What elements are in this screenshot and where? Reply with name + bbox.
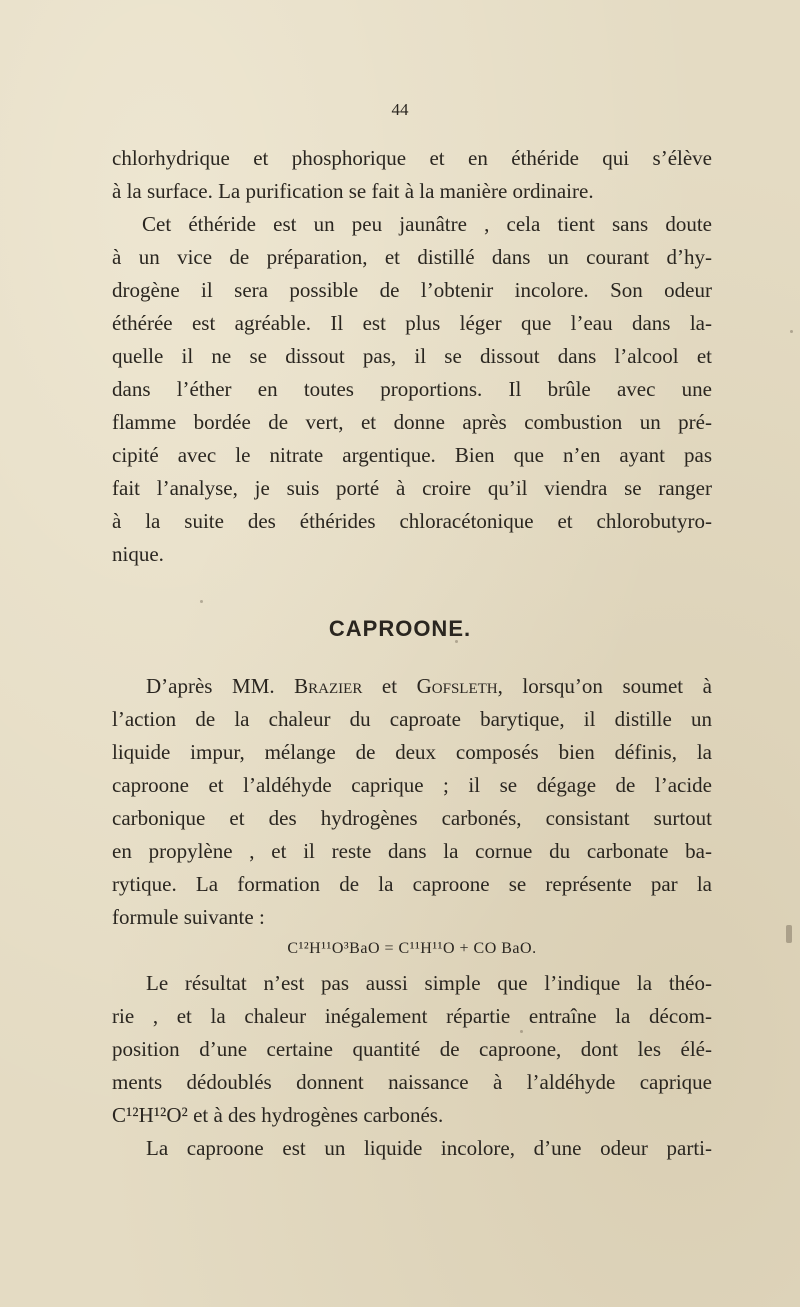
text-line: caproone et l’aldéhyde caprique ; il se dégage de l’acide — [112, 773, 712, 797]
text-line: liquide impur, mélange de deux composés bien définis, la — [112, 740, 712, 764]
text-line: éthérée est agréable. Il est plus léger que l’eau dans la- — [112, 311, 712, 335]
text-line: formule suivante : — [112, 905, 265, 929]
text-line: cipité avec le nitrate argentique. Bien que n’en ayant pas — [112, 443, 712, 467]
text-line: position d’une certaine quantité de caproone, dont les élé- — [112, 1037, 712, 1061]
text-fragment: , lorsqu’on soumet à — [497, 674, 713, 698]
text-line: ments dédoublés donnent naissance à l’aldéhyde caprique — [112, 1070, 712, 1094]
text-line: dans l’éther en toutes proportions. Il brûle avec une — [112, 377, 712, 401]
paragraph-ethyride — [112, 142, 712, 571]
text-line: carbonique et des hydrogènes carbonés, consistant surtout — [112, 806, 712, 830]
text-line: à la surface. La purification se fait à la manière ordinaire. — [112, 179, 594, 203]
paper-speck — [786, 925, 792, 943]
page-number: 44 — [391, 100, 409, 119]
text-line: Cet éthéride est un peu jaunâtre , cela tient sans doute — [142, 212, 712, 236]
paper-speck — [455, 640, 458, 643]
author-name: Brazier — [294, 674, 363, 698]
text-line: rytique. La formation de la caproone se représente par la — [112, 872, 712, 896]
chemical-formula: C¹²H¹¹O³BaO = C¹¹H¹¹O + CO BaO. — [287, 940, 537, 957]
text-line: La caproone est un liquide incolore, d’une odeur parti- — [146, 1136, 712, 1160]
text-line: rie , et la chaleur inégalement répartie entraîne la décom- — [112, 1004, 712, 1028]
text-line: C¹²H¹²O² et à des hydrogènes carbonés. — [112, 1103, 444, 1127]
paper-speck — [790, 330, 793, 333]
text-line: drogène il sera possible de l’obtenir incolore. Son odeur — [112, 278, 712, 302]
text-line: l’action de la chaleur du caproate barytique, il distille un — [112, 707, 712, 731]
paragraph-caproone — [112, 670, 712, 1165]
text-line: quelle il ne se dissout pas, il se dissout dans l’alcool et — [112, 344, 712, 368]
text-line: Le résultat n’est pas aussi simple que l’indique la théo- — [146, 971, 712, 995]
text-line — [112, 670, 712, 703]
text-line: fait l’analyse, je suis porté à croire qu’il viendra se ranger — [112, 476, 712, 500]
paper-speck — [520, 1030, 523, 1033]
text-line: flamme bordée de vert, et donne après combustion un pré- — [112, 410, 712, 434]
text-fragment: D’après MM. — [146, 674, 295, 698]
text-line: à un vice de préparation, et distillé dans un courant d’hy- — [112, 245, 712, 269]
text-line: nique. — [112, 542, 164, 566]
text-fragment: et — [362, 674, 417, 698]
text-line: en propylène , et il reste dans la cornue du carbonate ba- — [112, 839, 712, 863]
text-line: chlorhydrique et phosphorique et en éthéride qui s’élève — [112, 146, 712, 170]
paper-speck — [200, 600, 203, 603]
text-line: à la suite des éthérides chloracétonique et chlorobutyro- — [112, 509, 712, 533]
section-heading: CAPROONE. — [328, 616, 472, 641]
author-name: Gofsleth — [416, 674, 498, 698]
